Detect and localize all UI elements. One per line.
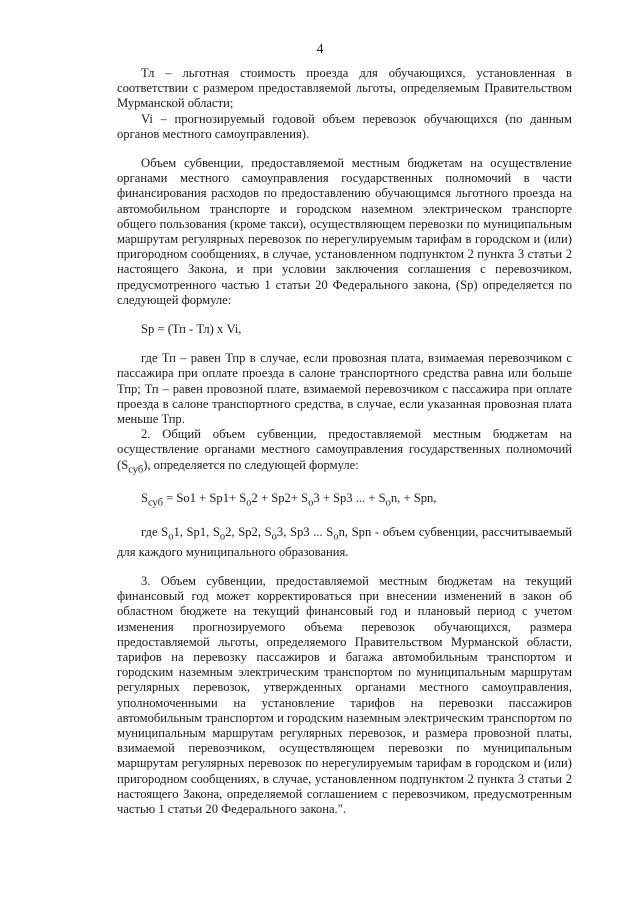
definition-vi: Vi – прогнозируемый годовой объем перевозок обучающихся (по данным органов местного самоуправления). <box>117 111 572 141</box>
page-number: 4 <box>316 42 324 57</box>
paragraph-sp-intro: Объем субвенции, предоставляемой местным бюджетам на осуществление органами местного самоуправления государственных полномочий в части финансирования расходов по предоставлению обучающимся льготного проезда на автомобильном транспорте и городском наземном электрическом транспорте общего пользования (кроме такси), осуществляющем перевозки по муниципальным маршрутам регулярных перевозок по нерегулируемым тарифам в городском и (или) пригородном сообщениях, в случае, установленном подпунктом 2 пункта 3 статьи 2 настоящего Закона, и при условии заключения соглашения с перевозчиком, предусмотренного частью 1 статьи 20 Федерального закона, (Sp) определяется по следующей формуле: <box>117 156 572 307</box>
section-2-paragraph <box>117 427 572 477</box>
section-2-text: Общий объем субвенции, предоставляемой местным бюджетам на осуществление органами местного самоуправления государственных полномочий (S <box>117 427 572 472</box>
section-2-tail: ), определяется по следующей формуле: <box>143 457 359 472</box>
formula-sp: Sp = (Тп - Тл) х Vi, <box>141 322 242 337</box>
formula-total: $S_{суб} = So1 + Sp1+ S_о2 + Sp2+ S_о3 + Sp3$ ... + $S_оn$, + Spn, <box>141 491 437 509</box>
document-body <box>117 66 572 817</box>
section-2-number: 2. <box>141 427 151 442</box>
section-3-paragraph: 3. Объем субвенции, предоставляемой местным бюджетам на текущий финансовый год может корректироваться при внесении изменений в закон об областном бюджете на текущий финансовый год и плановый период с учетом изменения прогнозируемого объема перевозок обучающихся, размера предоставляемой льготы, определяемого Правительством Мурманской области, тарифов на перевозку пассажиров и багажа автомобильным транспортом и городским наземным электрическим транспортом по муниципальным маршрутам регулярных перевозок, утвержденных органами местного самоуправления, уполномоченными на установление тарифов на перевозки пассажиров автомобильным транспортом и городским наземным электрическим транспортом по муниципальным маршрутам регулярных перевозок, и размера провозной платы, взимаемой перевозчиком, осуществляющем перевозки по муниципальным маршрутам регулярных перевозок по нерегулируемым тарифам в городском и (или) пригородном сообщениях, в случае, установленном подпунктом 2 пункта 3 статьи 2 настоящего Закона, определяемой соглашением с перевозчиком, предусмотренным частью 1 статьи 20 Федерального закона.". <box>117 574 572 817</box>
explanation-total: где $S_о1$, Sp1, $S_о2$, Sp2, $S_о3$, Sp3 ... $S_оn$, Spn - объем субвенции, рассчитываемый для каждого муниципального образования. <box>117 525 572 559</box>
explanation-tp: где Тп – равен Тпр в случае, если провозная плата, взимаемая перевозчиком с пассажира при оплате проезда в салоне транспортного средства равна или больше Тпр; Тп – равен провозной плате, взимаемой перевозчиком с пассажира при оплате проезда в салоне транспортного средства, в случае, если указанная провозная плата меньше Тпр. <box>117 351 572 427</box>
definition-tl: Тл – льготная стоимость проезда для обучающихся, установленная в соответствии с размером предоставляемой льготы, определяемым Правительством Мурманской области; <box>117 66 572 111</box>
section-2-subscript: суб <box>128 464 144 476</box>
